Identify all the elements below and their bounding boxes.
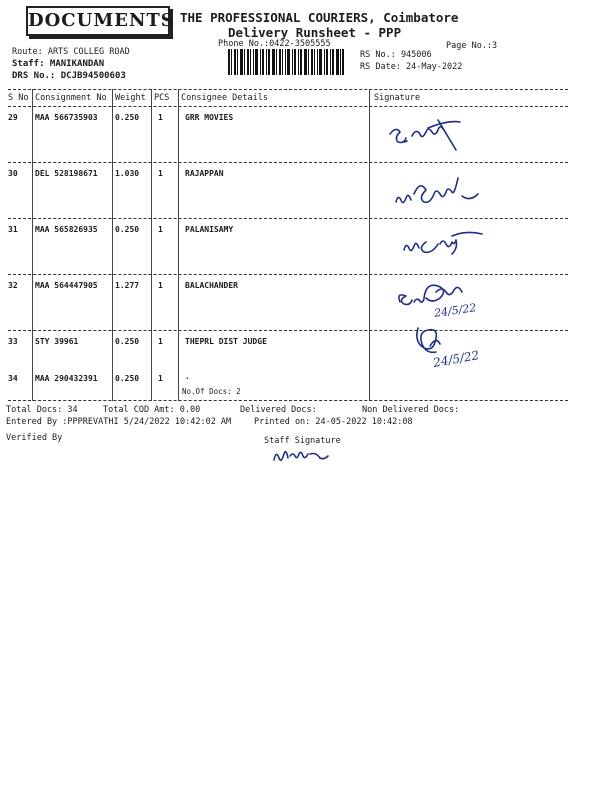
total-cod-amount: Total COD Amt: 0.00 bbox=[103, 405, 201, 415]
col-header-weight: Weight bbox=[115, 93, 146, 103]
table-top-rule bbox=[8, 89, 568, 90]
row-weight: 1.277 bbox=[115, 281, 140, 290]
row-weight: 0.250 bbox=[115, 337, 140, 346]
route: Route: ARTS COLLEG ROAD bbox=[12, 47, 130, 57]
row-divider bbox=[8, 330, 568, 331]
row-weight: 0.250 bbox=[115, 113, 140, 122]
col-header-signature: Signature bbox=[374, 93, 421, 103]
row-sno: 29 bbox=[8, 113, 18, 122]
row-consignee: BALACHANDER bbox=[185, 281, 238, 290]
row-consignee: . bbox=[185, 372, 190, 381]
entered-by: Entered By :PPPREVATHI 5/24/2022 10:42:02 AM bbox=[6, 417, 232, 427]
row-sno: 33 bbox=[8, 337, 18, 346]
documents-stamp: DOCUMENTS bbox=[26, 6, 170, 36]
delivered-docs: Delivered Docs: bbox=[240, 405, 317, 415]
row-consignee: THEPRL DIST JUDGE bbox=[185, 337, 267, 346]
drs-number: DRS No.: DCJB94500603 bbox=[12, 71, 126, 81]
column-divider bbox=[178, 89, 179, 401]
row-divider bbox=[8, 274, 568, 275]
row-pcs: 1 bbox=[158, 113, 163, 122]
barcode bbox=[228, 49, 344, 75]
row-consignment: MAA 566735903 bbox=[35, 113, 98, 122]
page-number: Page No.:3 bbox=[446, 41, 498, 51]
row-consignee: GRR MOVIES bbox=[185, 113, 234, 122]
row-divider bbox=[8, 218, 568, 219]
handwritten-date-row-33: 24/5/22 bbox=[432, 348, 481, 370]
col-header-consignee: Consignee Details bbox=[181, 93, 268, 103]
signature-row-29 bbox=[378, 114, 488, 156]
row-sno: 30 bbox=[8, 169, 18, 178]
column-divider bbox=[151, 89, 152, 401]
signature-row-31 bbox=[400, 226, 500, 262]
rs-number: RS No.: 945006 bbox=[360, 50, 432, 60]
handwritten-date-row-32: 24/5/22 bbox=[433, 301, 478, 320]
column-divider bbox=[369, 89, 370, 401]
row-weight: 0.250 bbox=[115, 374, 140, 383]
row-weight: 1.030 bbox=[115, 169, 140, 178]
printed-on: Printed on: 24-05-2022 10:42:08 bbox=[254, 417, 413, 427]
row-pcs: 1 bbox=[158, 225, 163, 234]
column-divider bbox=[112, 89, 113, 401]
row-pcs: 1 bbox=[158, 337, 163, 346]
phone-number: Phone No.:0422-3505555 bbox=[218, 39, 331, 49]
total-docs: Total Docs: 34 bbox=[6, 405, 78, 415]
row-consignment: STY 39961 bbox=[35, 337, 79, 346]
table-header-rule bbox=[8, 106, 568, 107]
no-of-docs: No.Of Docs: 2 bbox=[182, 387, 241, 396]
table-bottom-rule bbox=[8, 400, 568, 401]
row-pcs: 1 bbox=[158, 281, 163, 290]
row-consignee: RAJAPPAN bbox=[185, 169, 224, 178]
row-sno: 31 bbox=[8, 225, 18, 234]
row-consignment: MAA 565826935 bbox=[35, 225, 98, 234]
row-consignment: MAA 564447905 bbox=[35, 281, 98, 290]
column-divider bbox=[32, 89, 33, 401]
signature-row-30 bbox=[392, 174, 502, 214]
staff-signature-label: Staff Signature bbox=[264, 436, 341, 446]
verified-by: Verified By bbox=[6, 433, 63, 443]
col-header-pcs: PCS bbox=[154, 93, 170, 103]
non-delivered-docs: Non Delivered Docs: bbox=[362, 405, 460, 415]
rs-date: RS Date: 24-May-2022 bbox=[360, 62, 463, 72]
row-sno: 32 bbox=[8, 281, 18, 290]
row-weight: 0.250 bbox=[115, 225, 140, 234]
row-consignment: MAA 290432391 bbox=[35, 374, 98, 383]
runsheet-title: Delivery Runsheet - PPP bbox=[228, 25, 402, 40]
row-divider bbox=[8, 162, 568, 163]
row-consignment: DEL 528198671 bbox=[35, 169, 98, 178]
row-consignee: PALANISAMY bbox=[185, 225, 234, 234]
company-name: THE PROFESSIONAL COURIERS, Coimbatore bbox=[180, 10, 459, 25]
row-pcs: 1 bbox=[158, 374, 163, 383]
staff-signature bbox=[270, 444, 340, 466]
col-header-sno: S No bbox=[8, 93, 29, 103]
staff-name: Staff: MANIKANDAN bbox=[12, 59, 105, 69]
col-header-consignment: Consignment No bbox=[35, 93, 107, 103]
row-pcs: 1 bbox=[158, 169, 163, 178]
row-sno: 34 bbox=[8, 374, 18, 383]
